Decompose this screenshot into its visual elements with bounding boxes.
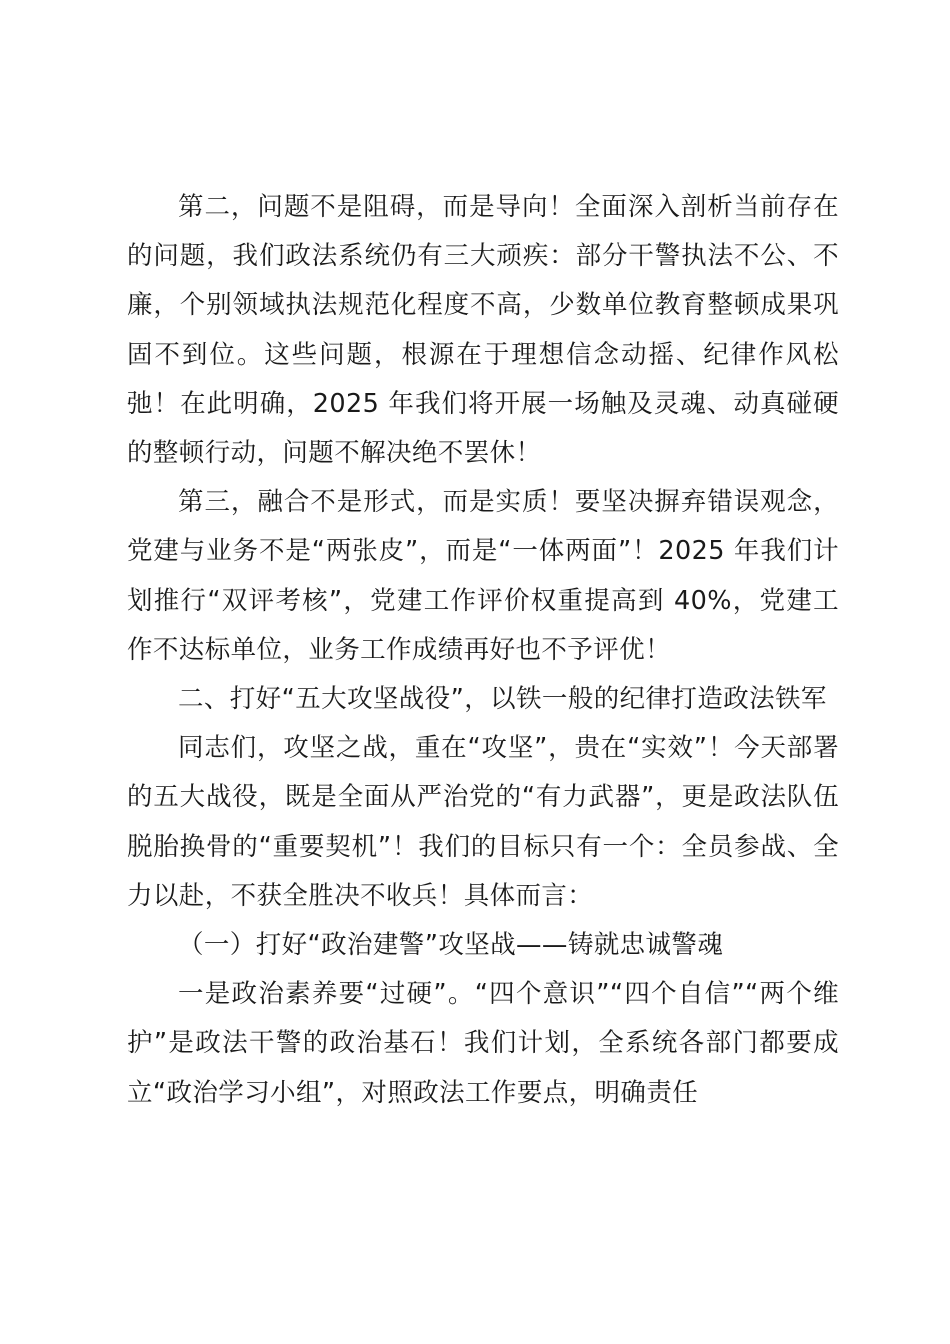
subsection-heading: （一）打好“政治建警”攻坚战——铸就忠诚警魂 [178,930,724,961]
paragraph-second-point: 第二，问题不是阻碍，而是导向！全面深入剖析当前存在的问题，我们政法系统仍有三大顽疾：部分干警执法不公、不廉，个别领域执法规范化程度不高，少数单位教育整顿成果巩固不到位。这些问题，根源在于理想信念动摇、纪律作风松弛！在此明确，2025 年我们将开展一场触及灵魂、动真碰硬的整顿行动，问题不解决绝不罢休！ [127,192,839,469]
section-heading: 二、打好“五大攻坚战役”，以铁一般的纪律打造政法铁军 [178,684,827,715]
paragraph-campaign-intro: 同志们，攻坚之战，重在“攻坚”，贵在“实效”！今天部署的五大战役，既是全面从严治党的“有力武器”，更是政法队伍脱胎换骨的“重要契机”！我们的目标只有一个：全员参战、全力以赴，不获全胜决不收兵！具体而言： [127,733,839,911]
paragraph-political-quality: 一是政治素养要“过硬”。“四个意识”“四个自信”“两个维护”是政法干警的政治基石！我们计划，全系统各部门都要成立“政治学习小组”，对照政法工作要点，明确责任 [127,979,839,1108]
document-body [127,183,839,1118]
paragraph-third-point: 第三，融合不是形式，而是实质！要坚决摒弃错误观念，党建与业务不是“两张皮”，而是“一体两面”！2025 年我们计划推行“双评考核”，党建工作评价权重提高到 40%，党建工作不达标单位，业务工作成绩再好也不予评优！ [127,487,839,665]
